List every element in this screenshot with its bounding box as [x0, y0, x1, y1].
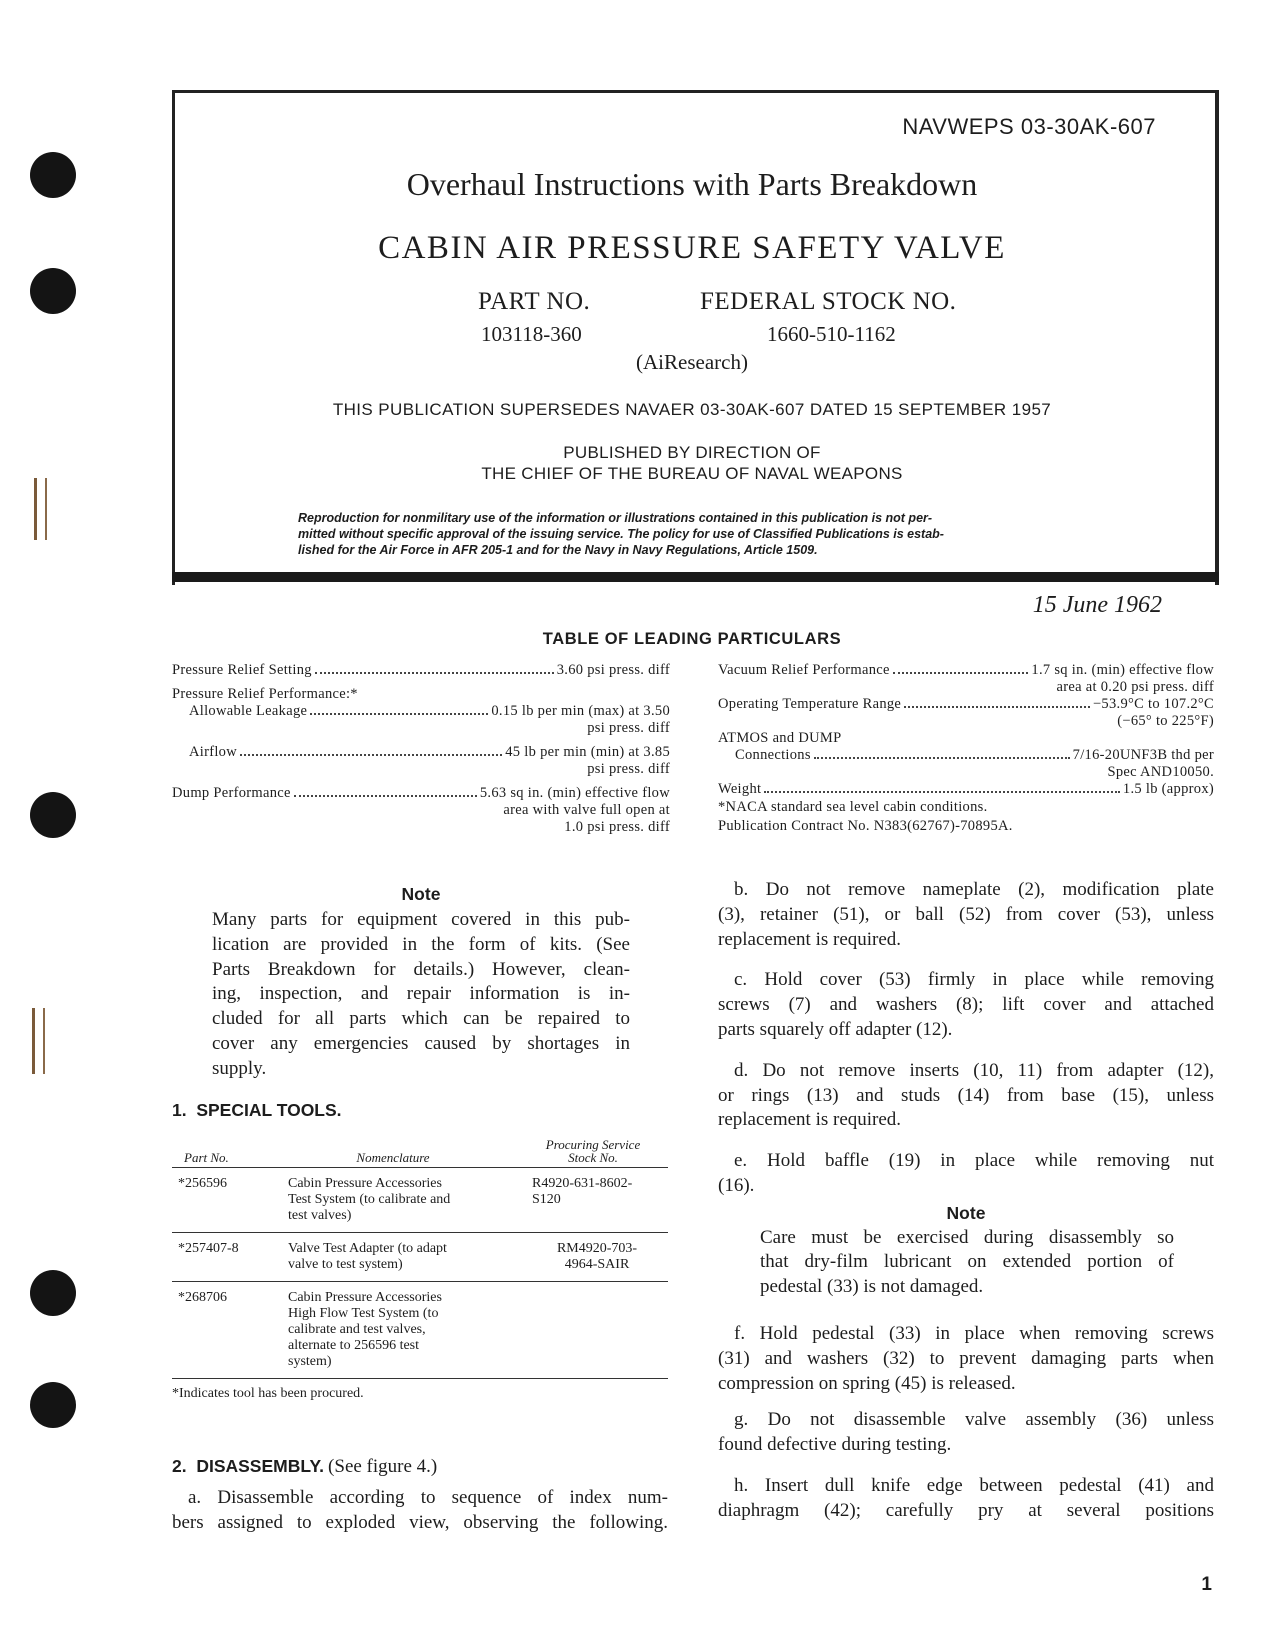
note-text	[212, 908, 630, 1082]
lp-value: 0.15 lb per min (max) at 3.50	[491, 703, 670, 719]
special-tools-heading: 1. SPECIAL TOOLS.	[172, 1100, 342, 1120]
col-header-stock-line: Stock No.	[568, 1150, 618, 1165]
leader-dots	[294, 795, 477, 797]
step-line: replacement is required.	[718, 928, 902, 950]
special-tools-table	[172, 1134, 668, 1379]
cell-line: calibrate and test valves,	[288, 1322, 426, 1337]
stock-no: 1660-510-1162	[767, 322, 896, 346]
cell-line: Valve Test Adapter (to adapt	[288, 1241, 447, 1256]
scan-mark	[32, 1008, 45, 1074]
lp-label: Dump Performance	[172, 785, 291, 801]
step-e	[718, 1149, 1214, 1199]
note-line: Many parts for equipment covered in this pub-	[212, 909, 630, 930]
note-title: Note	[946, 1202, 986, 1223]
cell-part: *268706	[172, 1282, 268, 1379]
step-f	[718, 1322, 1214, 1396]
cell-stock	[518, 1233, 668, 1282]
col-header-nomenclature: Nomenclature	[268, 1134, 518, 1168]
disassembly-heading-label: 2. DISASSEMBLY.	[172, 1456, 325, 1476]
lp-value-cont: area with valve full open at	[503, 802, 670, 818]
leading-particulars-left	[172, 662, 670, 836]
reproduction-notice	[298, 510, 1098, 558]
step-line: diaphragm (42); carefully pry at several positions	[718, 1499, 1214, 1521]
stock-no-label: FEDERAL STOCK NO.	[700, 288, 957, 315]
part-no-label: PART NO.	[478, 288, 591, 315]
cell-line: alternate to 256596 test	[288, 1338, 420, 1353]
note-line: cover any emergencies caused by shortages in	[212, 1032, 630, 1054]
lp-value: 1.7 sq in. (min) effective flow	[1031, 662, 1214, 678]
lp-value: 7/16-20UNF3B thd per	[1072, 747, 1214, 763]
step-line: (3), retainer (51), or ball (52) from cover (53), unless	[718, 903, 1214, 925]
lp-value: 45 lb per min (min) at 3.85	[505, 744, 670, 760]
step-line: c. Hold cover (53) firmly in place while removing	[734, 969, 1214, 991]
table-row	[172, 1282, 668, 1379]
cell-part: *256596	[172, 1168, 268, 1233]
doc-heading: Overhaul Instructions with Parts Breakdown	[406, 166, 978, 202]
cell-line: R4920-631-8602-	[532, 1176, 633, 1191]
cell-stock	[518, 1282, 668, 1379]
leader-dots	[315, 672, 554, 674]
disassembly-heading-ref: (See figure 4.)	[328, 1456, 438, 1477]
note-line: supply.	[212, 1057, 267, 1079]
table-row	[172, 1168, 668, 1233]
lp-value-cont: area at 0.20 psi press. diff	[1056, 679, 1214, 695]
lp-label: Connections	[735, 747, 811, 763]
step-line: bers assigned to exploded view, observing the following.	[172, 1511, 668, 1533]
lp-label: Pressure Relief Performance:*	[172, 686, 358, 702]
note-line: ing, inspection, and repair information is in-	[212, 983, 630, 1005]
lp-label: Operating Temperature Range	[718, 696, 902, 712]
lp-value: −53.9°C to 107.2°C	[1092, 696, 1214, 712]
note-line: cluded for all parts which can be repaired to	[212, 1008, 630, 1030]
cell-line: Cabin Pressure Accessories	[288, 1176, 442, 1191]
step-line: screws (7) and washers (8); lift cover and attached	[718, 994, 1214, 1016]
leading-particulars-title: TABLE OF LEADING PARTICULARS	[542, 630, 842, 648]
leading-particulars-right	[718, 662, 1214, 835]
lp-row	[172, 744, 670, 761]
cell-line: valve to test system)	[288, 1257, 403, 1272]
note-line: lication are provided in the form of kits. (See	[212, 933, 630, 955]
lp-label: Airflow	[189, 744, 238, 760]
col-header-stock-line: Procuring Service	[545, 1137, 641, 1152]
leader-dots	[904, 706, 1090, 708]
disassembly-heading	[172, 1456, 437, 1478]
step-line: found defective during testing.	[718, 1434, 952, 1456]
publication-date: 15 June 1962	[1032, 592, 1162, 618]
cell-part: *257407-8	[172, 1233, 268, 1282]
published-line-2: THE CHIEF OF THE BUREAU OF NAVAL WEAPONS	[481, 464, 903, 483]
binder-hole	[30, 1382, 76, 1428]
page-number: 1	[1201, 1574, 1212, 1595]
doc-title: CABIN AIR PRESSURE SAFETY VALVE	[378, 230, 1006, 266]
lp-row	[172, 662, 670, 679]
step-c	[718, 968, 1214, 1042]
cell-nomenclature	[268, 1282, 518, 1379]
step-line: h. Insert dull knife edge between pedestal (41) and	[734, 1474, 1214, 1496]
lp-value: 1.5 lb (approx)	[1122, 781, 1214, 797]
leader-dots	[310, 713, 488, 715]
lp-label: Vacuum Relief Performance	[718, 662, 890, 678]
binder-hole	[30, 1270, 76, 1316]
notice-line: mitted without specific approval of the issuing service. The policy for use of Classified Publications is estab-	[298, 527, 944, 541]
lp-row	[718, 662, 1214, 679]
step-g	[718, 1408, 1214, 1458]
title-box-rule	[172, 572, 1219, 582]
cell-line: test valves)	[288, 1208, 352, 1223]
lp-row	[172, 785, 670, 802]
cell-line: RM4920-703-	[556, 1241, 638, 1256]
step-line: g. Do not disassemble valve assembly (36) unless	[734, 1409, 1214, 1431]
cell-nomenclature	[268, 1233, 518, 1282]
binder-hole	[30, 152, 76, 198]
scan-mark	[34, 478, 47, 540]
part-no: 103118-360	[481, 322, 582, 346]
notice-line: lished for the Air Force in AFR 205-1 and for the Navy in Navy Regulations, Article 1509.	[298, 543, 818, 557]
step-line: a. Disassemble according to sequence of index num-	[188, 1487, 668, 1508]
cell-line: system)	[288, 1354, 332, 1369]
step-line: compression on spring (45) is released.	[718, 1372, 1016, 1394]
step-line: e. Hold baffle (19) in place while removing nut	[734, 1150, 1214, 1172]
step-line: (16).	[718, 1174, 755, 1196]
lp-label: Allowable Leakage	[189, 703, 308, 719]
cell-stock	[518, 1168, 668, 1233]
cell-line: High Flow Test System (to	[288, 1306, 439, 1321]
lp-label: ATMOS and DUMP	[718, 730, 842, 746]
lp-row	[718, 747, 1214, 764]
right-column	[718, 878, 1214, 1524]
lp-value-cont: 1.0 psi press. diff	[564, 819, 670, 835]
table-footnote: *Indicates tool has been procured.	[172, 1386, 364, 1401]
step-line: parts squarely off adapter (12).	[718, 1018, 953, 1040]
lp-value: 3.60 psi press. diff	[556, 662, 670, 678]
step-b	[718, 878, 1214, 952]
lp-label: Weight	[718, 781, 762, 797]
step-line: (31) and washers (32) to prevent damaging parts when	[718, 1347, 1214, 1369]
note-line: Parts Breakdown for details.) However, clean-	[212, 958, 630, 980]
note-title: Note	[401, 884, 441, 904]
leader-dots	[814, 757, 1070, 759]
lp-value-cont: (−65° to 225°F)	[1117, 713, 1214, 729]
note-line: that dry-film lubricant on extended portion of	[760, 1251, 1174, 1273]
step-line: f. Hold pedestal (33) in place when removing screws	[734, 1322, 1214, 1344]
cell-line: S120	[532, 1192, 561, 1207]
table-row	[172, 1233, 668, 1282]
lp-value-cont: Spec AND10050.	[1107, 764, 1214, 780]
lp-value: 5.63 sq in. (min) effective flow	[479, 785, 670, 801]
note-line: Care must be exercised during disassembly so	[760, 1226, 1174, 1248]
lp-value-cont: psi press. diff	[587, 761, 670, 777]
lp-row	[172, 703, 670, 720]
step-line: replacement is required.	[718, 1109, 902, 1131]
manufacturer: (AiResearch)	[636, 350, 748, 374]
notice-line: Reproduction for nonmilitary use of the information or illustrations contained in this publication is not per-	[298, 511, 933, 525]
contract-number: Publication Contract No. N383(62767)-70895A.	[718, 818, 1013, 834]
leader-dots	[240, 754, 502, 756]
note-text	[718, 1226, 1214, 1300]
col-header-part: Part No.	[172, 1134, 268, 1168]
lp-value-cont: psi press. diff	[587, 720, 670, 736]
naca-note: *NACA standard sea level cabin conditions.	[718, 799, 988, 815]
cell-line: Cabin Pressure Accessories	[288, 1290, 442, 1305]
step-d	[718, 1059, 1214, 1133]
lp-label: Pressure Relief Setting	[172, 662, 312, 678]
cell-line: Test System (to calibrate and	[288, 1192, 451, 1207]
step-line: or rings (13) and studs (14) from base (15), unless	[718, 1084, 1214, 1106]
leader-dots	[893, 672, 1029, 674]
cell-line: 4964-SAIR	[564, 1257, 630, 1272]
col-header-stock	[518, 1134, 668, 1168]
special-tools-table-wrap	[172, 1134, 668, 1402]
disassembly-step-a	[172, 1486, 668, 1536]
lp-row	[718, 696, 1214, 713]
cell-nomenclature	[268, 1168, 518, 1233]
table-header-row	[172, 1134, 668, 1168]
binder-hole	[30, 268, 76, 314]
lp-row	[718, 781, 1214, 798]
step-h	[718, 1474, 1214, 1524]
supersedes-line: THIS PUBLICATION SUPERSEDES NAVAER 03-30AK-607 DATED 15 SEPTEMBER 1957	[332, 400, 1052, 419]
note-line: pedestal (33) is not damaged.	[760, 1276, 984, 1298]
doc-number: NAVWEPS 03-30AK-607	[902, 114, 1156, 139]
binder-hole	[30, 792, 76, 838]
step-line: d. Do not remove inserts (10, 11) from adapter (12),	[734, 1059, 1214, 1081]
leader-dots	[764, 791, 1120, 793]
step-line: b. Do not remove nameplate (2), modification plate	[734, 879, 1214, 900]
published-line-1: PUBLISHED BY DIRECTION OF	[563, 443, 821, 462]
